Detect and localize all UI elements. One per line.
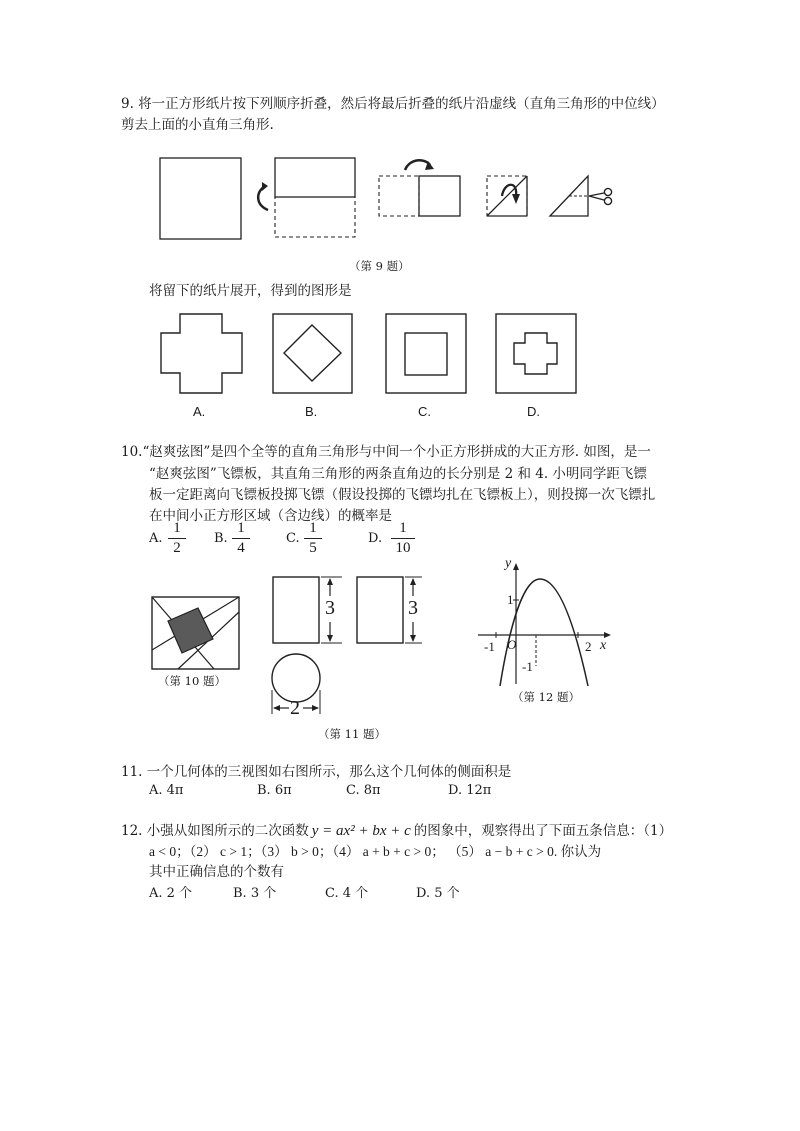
q12-y-one-label: 1: [507, 592, 514, 607]
q12-text-line1-a: 12. 小强从如图所示的二次函数: [121, 823, 309, 839]
q12-text-line3: 其中正确信息的个数有: [149, 864, 284, 880]
q9-text-line2: 剪去上面的小直角三角形.: [121, 117, 274, 133]
q11-option-a: A. 4π: [149, 783, 184, 798]
q10-text-line4: 在中间小正方形区域（含边线）的概率是: [149, 508, 392, 524]
q11-option-c: C. 8π: [346, 783, 381, 798]
q12-option-c: C. 4 个: [325, 886, 369, 901]
q9-option-b-label: B.: [305, 404, 318, 419]
q9-option-a-label: A.: [193, 404, 206, 419]
q12-function-formula: y = ax² + bx + c: [311, 823, 411, 839]
q12-option-a: A. 2 个: [149, 886, 193, 901]
q12-caption: （第 12 题）: [512, 690, 580, 704]
q10-option-b-label: B.: [214, 531, 228, 546]
q11-front-height-label: 3: [325, 597, 335, 619]
q9-option-d-label: D.: [527, 404, 540, 419]
q10-option-b-fraction: 1 4: [230, 520, 252, 557]
q12-origin-label: O: [507, 637, 517, 652]
q9-caption: （第 9 题）: [349, 259, 410, 273]
q12-option-b: B. 3 个: [233, 886, 277, 901]
q12-y-neg-one-label: -1: [522, 659, 533, 674]
q10-option-a-fraction: 1 2: [166, 520, 188, 557]
q11-option-d: D. 12π: [448, 783, 492, 798]
q12-x-neg-one-label: -1: [484, 639, 495, 654]
q12-text-line2: a < 0；（2） c > 1；（3） b > 0；（4） a + b + c > 0； （5） a − b + c > 0. 你认为: [149, 844, 602, 859]
q11-side-height-label: 3: [408, 597, 418, 619]
q10-text-line2: “赵爽弦图”飞镖板，其直角三角形的两条直角边的长分别是 2 和 4. 小明同学距飞镖: [149, 466, 647, 482]
q12-text-line1: [121, 822, 672, 840]
q10-option-d-label: D.: [368, 531, 383, 546]
q9-text-line1: 9. 将一正方形纸片按下列顺序折叠，然后将最后折叠的纸片沿虚线（直角三角形的中位线）: [121, 96, 665, 112]
q10-option-a-label: A.: [149, 531, 163, 546]
q12-option-d: D. 5 个: [416, 886, 460, 901]
q10-text-line1: 10.“赵爽弦图”是四个全等的直角三角形与中间一个小正方形拼成的大正方形. 如图，是一: [121, 444, 651, 460]
q10-option-c-label: C.: [286, 531, 300, 546]
q10-caption: （第 10 题）: [158, 674, 226, 688]
q12-text-line1-c: 的图象中，观察得出了下面五条信息：（1）: [413, 823, 673, 839]
q12-x-two-label: 2: [585, 639, 592, 654]
q12-x-axis-label: x: [600, 638, 607, 653]
q11-width-label: 2: [290, 697, 300, 719]
q12-y-axis-label: y: [505, 556, 512, 571]
q9-option-c-label: C.: [418, 404, 431, 419]
q9-prompt: 将留下的纸片展开，得到的图形是: [149, 283, 352, 299]
q11-text-line1: 11. 一个几何体的三视图如右图所示，那么这个几何体的侧面积是: [121, 764, 512, 780]
q11-caption: （第 11 题）: [318, 727, 386, 741]
q11-option-b: B. 6π: [257, 783, 292, 798]
q10-option-d-fraction: 1 10: [389, 520, 417, 557]
q10-text-line3: 板一定距离向飞镖板投掷飞镖（假设投掷的飞镖均扎在飞镖板上），则投掷一次飞镖扎: [149, 487, 656, 503]
q10-option-c-fraction: 1 5: [302, 520, 324, 557]
